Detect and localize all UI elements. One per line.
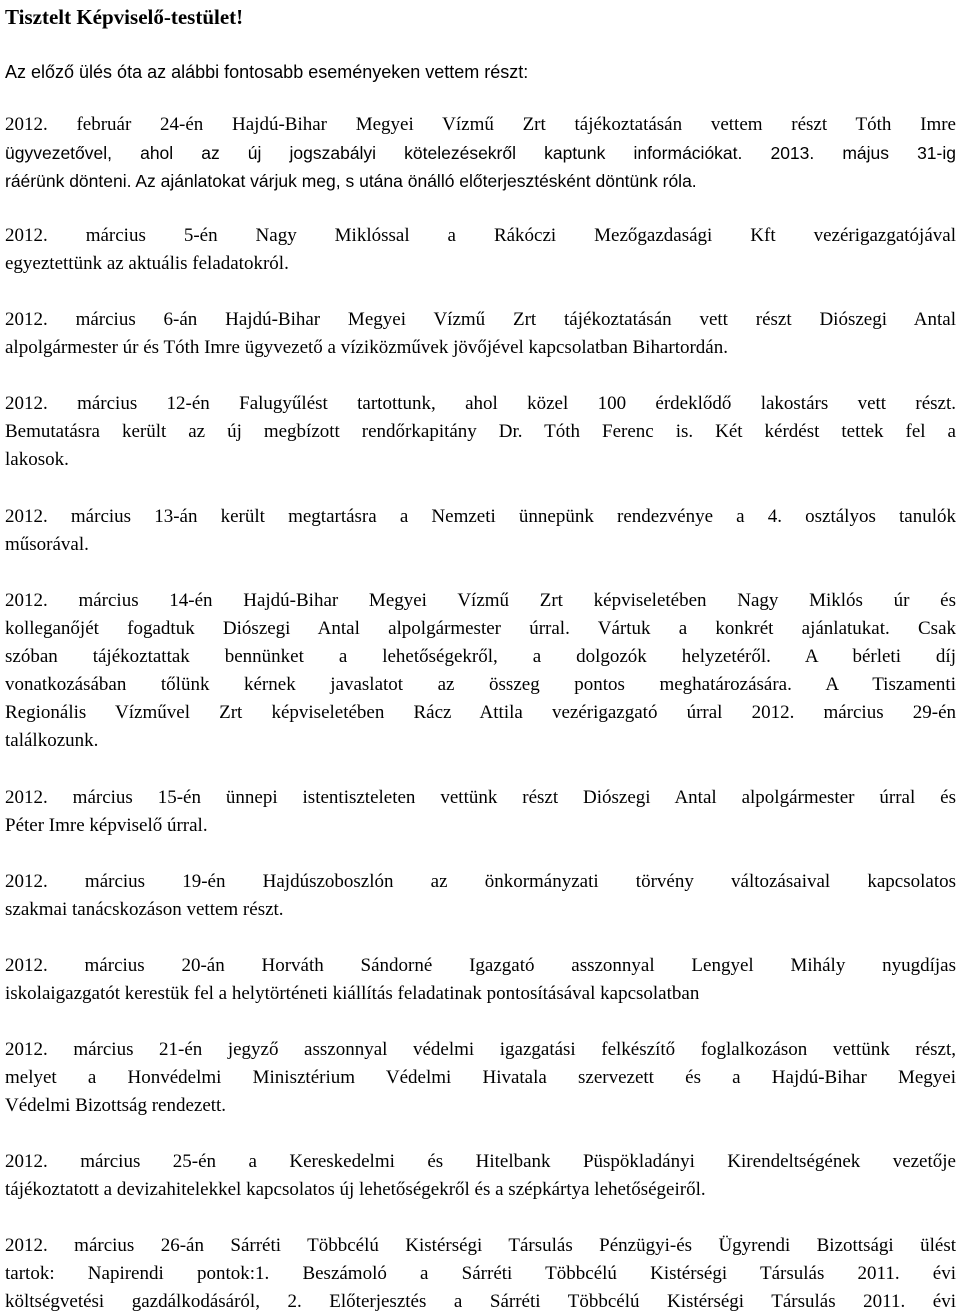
event-entry [5,952,956,1008]
intro-text: Az előző ülés óta az alábbi fontosabb eseményeken vettem részt: [5,62,529,82]
event-entry [5,390,956,474]
entry-line: 2012. március 20-án Horváth Sándorné Igazgató asszonnyal Lengyel Mihály nyugdíjas [5,955,956,976]
entry-line: melyet a Honvédelmi Minisztérium Védelmi Hivatala szervezett és a Hajdú-Bihar Megyei [5,1067,956,1088]
event-entry [5,1148,956,1204]
entry-line: költségvetési gazdálkodásáról, 2. Előterjesztés a Sárréti Többcélú Kistérségi Társulás 2011. évi [5,1291,956,1312]
event-entry [5,503,956,559]
event-entry [5,306,956,362]
entry-line: 2012. március 14-én Hajdú-Bihar Megyei Vízmű Zrt képviseletében Nagy Miklós úr és [5,590,956,611]
entry-line: lakosok. [5,449,69,470]
event-entry [5,111,956,195]
event-entry [5,1232,956,1316]
event-entry [5,784,956,840]
entry-line: egyeztettünk az aktuális feladatokról. [5,253,289,274]
entry-line: szakmai tanácskozáson vettem részt. [5,899,284,920]
entry-line: kolleganőjét fogadtuk Diószegi Antal alpolgármester úrral. Vártuk a konkrét ajánlatukat. Csak [5,618,956,639]
entry-line: szóban tájékoztattak bennünket a lehetőségekről, a dolgozók helyzetéről. A bérleti díj [5,646,956,667]
entry-line: 2012. március 5-én Nagy Miklóssal a Rákóczi Mezőgazdasági Kft vezérigazgatójával [5,225,956,246]
entry-line: Védelmi Bizottság rendezett. [5,1095,227,1116]
entry-line: 2012. március 6-án Hajdú-Bihar Megyei Vízmű Zrt tájékoztatásán vett részt Diószegi Antal [5,309,956,330]
entry-line: alpolgármester úr és Tóth Imre ügyvezető a víziközművek jövőjével kapcsolatban Bihartordán. [5,337,728,358]
entry-line: találkozunk. [5,730,99,751]
entry-line: tájékoztatott a devizahitelekkel kapcsolatos új lehetőségekről és a szépkártya lehetőségeiről. [5,1179,706,1200]
event-entry [5,868,956,924]
entry-line: vonatkozásában tőlünk kérnek javaslatot az összeg pontos meghatározására. A Tiszamenti [5,674,956,695]
event-entry [5,587,956,755]
entry-line: 2012. február 24-én Hajdú-Bihar Megyei Vízmű Zrt tájékoztatásán vettem részt Tóth Imre [5,114,956,135]
entry-line: 2012. március 12-én Falugyűlést tartottunk, ahol közel 100 érdeklődő lakostárs vett részt. [5,393,956,414]
entry-line: műsorával. [5,534,89,555]
entry-line: Bemutatásra került az új megbízott rendőrkapitány Dr. Tóth Ferenc is. Két kérdést tettek fel a [5,421,956,442]
entry-line: 2012. március 25-én a Kereskedelmi és Hitelbank Püspökladányi Kirendeltségének vezetője [5,1151,956,1172]
entry-line: ügyvezetővel, ahol az új jogszabályi kötelezésekről kaptunk információkat. 2013. május 31-ig [5,143,956,163]
entry-line: 2012. március 19-én Hajdúszoboszlón az önkormányzati törvény változásaival kapcsolatos [5,871,956,892]
entry-line: 2012. március 15-én ünnepi istentiszteleten vettünk részt Diószegi Antal alpolgármester úrral és [5,787,956,808]
entry-line: ráérünk dönteni. Az ajánlatokat várjuk meg, s utána önálló előterjesztésként döntünk róla. [5,171,697,191]
entry-line: 2012. március 13-án került megtartásra a Nemzeti ünnepünk rendezvénye a 4. osztályos tanulók [5,506,956,527]
event-entry [5,222,956,278]
entry-line: 2012. március 26-án Sárréti Többcélú Kistérségi Társulás Pénzügyi-és Ügyrendi Bizottsági ülést [5,1235,956,1256]
document-title: Tisztelt Képviselő-testület! [5,5,244,29]
entry-line: Regionális Vízművel Zrt képviseletében Rácz Attila vezérigazgató úrral 2012. március 29-én [5,702,956,723]
entry-line: iskolaigazgatót kerestük fel a helytörténeti kiállítás feladatinak pontosításával kapcsolatban [5,983,700,1004]
entry-line: tartok: Napirendi pontok:1. Beszámoló a Sárréti Többcélú Kistérségi Társulás 2011. évi [5,1263,956,1284]
entry-line: 2012. március 21-én jegyző asszonnyal védelmi igazgatási felkészítő foglalkozáson vettünk részt, [5,1039,956,1060]
event-entry [5,1036,956,1120]
entry-line: Péter Imre képviselő úrral. [5,815,208,836]
